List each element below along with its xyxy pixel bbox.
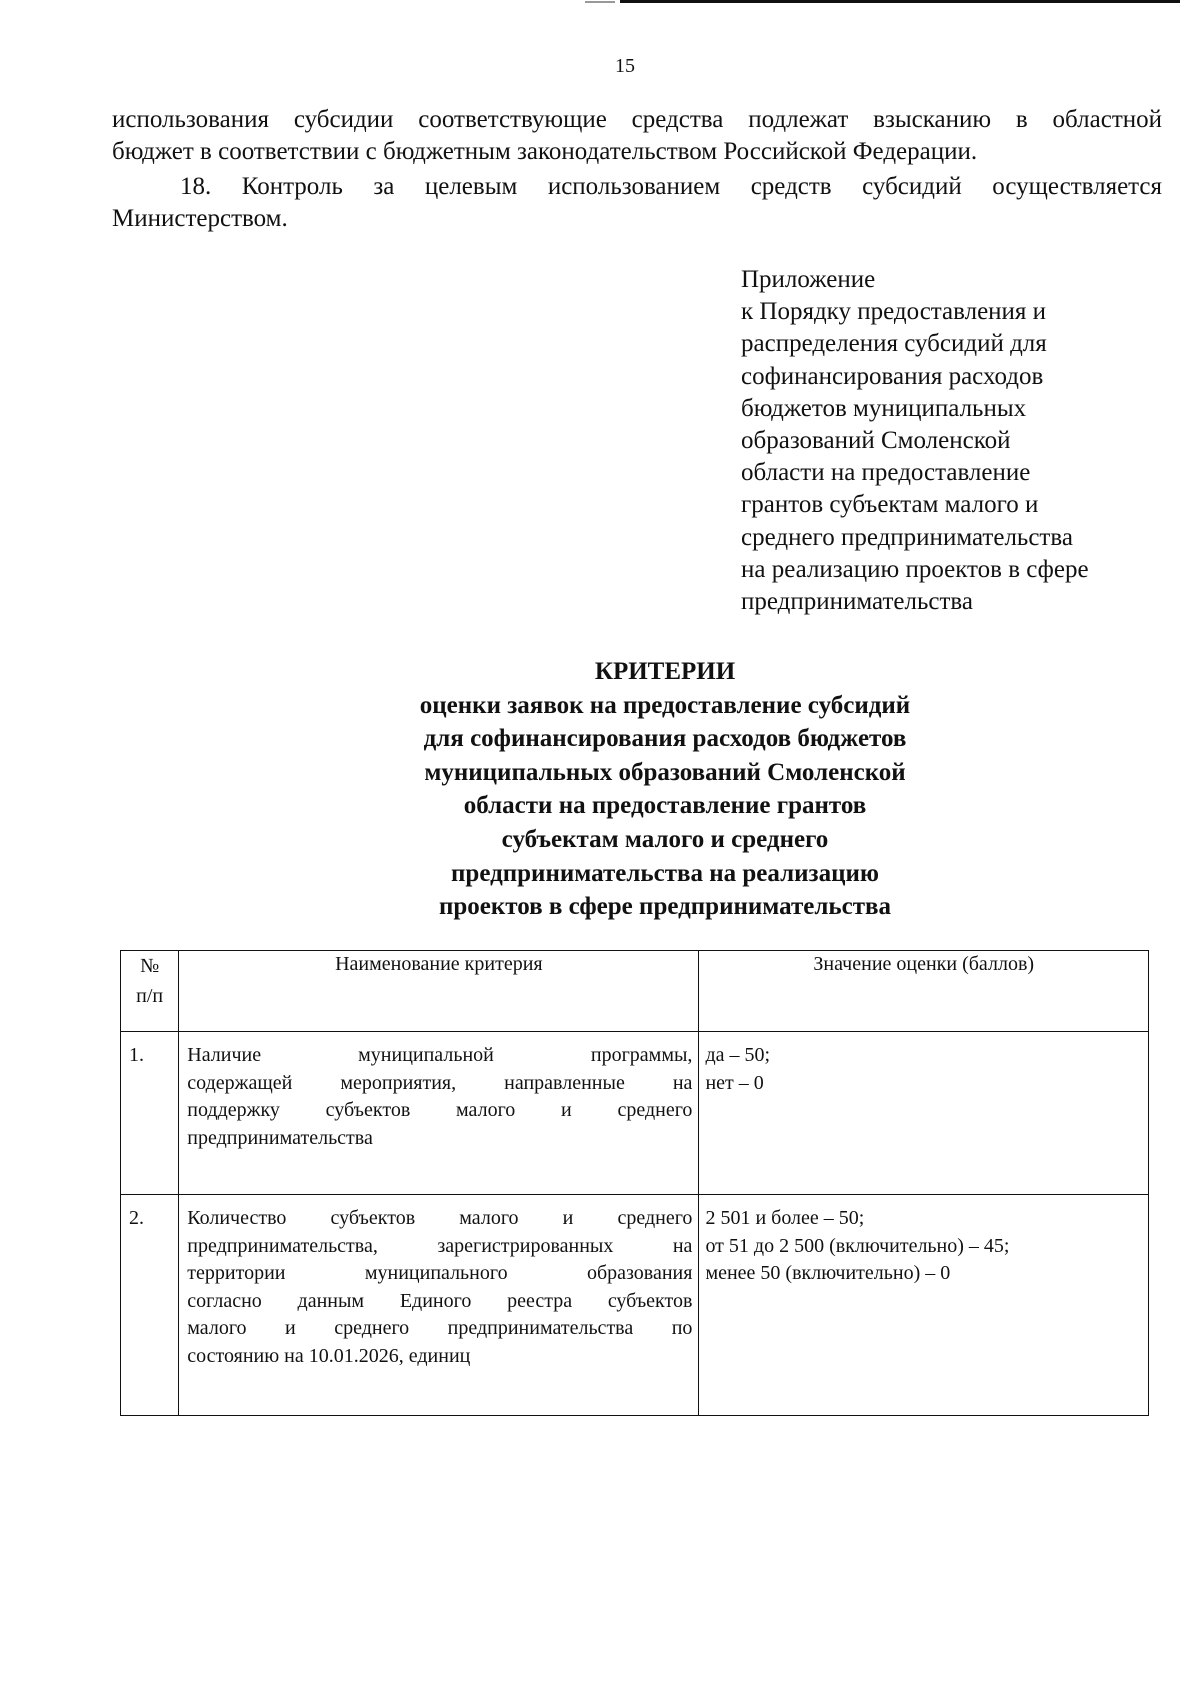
paragraph-line: 18. Контроль за целевым использованием средств субсидий осуществляется: [180, 173, 1162, 200]
table-header-row: [121, 951, 1149, 1032]
criterion-line: состоянию на 10.01.2026, единиц: [187, 1344, 471, 1367]
value-line: от 51 до 2 500 (включительно) – 45;: [705, 1234, 1010, 1257]
criterion-line: малого и среднего предпринимательства по: [187, 1317, 693, 1339]
paragraph-18: [112, 171, 1162, 235]
header-value-cell: Значение оценки (баллов): [699, 951, 1149, 1032]
title-line: муниципальных образований Смоленской: [424, 758, 906, 786]
title-line: для софинансирования расходов бюджетов: [423, 725, 907, 753]
title-heading: КРИТЕРИИ: [594, 658, 736, 685]
table-row: [121, 1032, 1149, 1195]
value-line: менее 50 (включительно) – 0: [705, 1262, 951, 1284]
appendix-line: области на предоставление: [741, 459, 1031, 487]
criterion-cell: [179, 1195, 699, 1416]
paragraph-line: Министерством.: [112, 205, 288, 232]
title-line: оценки заявок на предоставление субсидий: [419, 691, 911, 719]
criterion-line: Наличие муниципальной программы,: [187, 1044, 693, 1066]
document-title: [300, 655, 1030, 924]
appendix-line: к Порядку предоставления и: [741, 298, 1047, 326]
criterion-cell: [179, 1032, 699, 1195]
appendix-line: распределения субсидий для: [741, 330, 1047, 358]
appendix-line: образований Смоленской: [741, 427, 1011, 455]
paragraph-17-continuation: [112, 104, 1162, 168]
appendix-line: на реализацию проектов в сфере: [741, 555, 1089, 583]
paragraph-line: бюджет в соответствии с бюджетным законодательством Российской Федерации.: [112, 138, 978, 165]
criteria-table: [120, 950, 1149, 1416]
paragraph-line: использования субсидии соответствующие средства подлежат взысканию в областной: [112, 106, 1162, 133]
value-cell: [699, 1195, 1149, 1416]
title-line: проектов в сфере предпринимательства: [438, 893, 891, 921]
criterion-line: согласно данным Единого реестра субъектов: [187, 1289, 693, 1312]
appendix-line: бюджетов муниципальных: [741, 394, 1027, 422]
appendix-line: среднего предпринимательства: [741, 523, 1073, 551]
appendix-line: Приложение: [741, 266, 876, 293]
appendix-block: [741, 264, 1161, 618]
value-cell: [699, 1032, 1149, 1195]
title-line: предпринимательства на реализацию: [451, 859, 879, 887]
criterion-line: предпринимательства: [187, 1126, 373, 1149]
title-line: области на предоставление грантов: [463, 792, 867, 820]
value-line: нет – 0: [705, 1071, 764, 1094]
appendix-line: грантов субъектам малого и: [741, 491, 1039, 519]
title-line: субъектам малого и среднего: [501, 825, 829, 853]
criterion-line: содержащей мероприятия, направленные на: [187, 1071, 693, 1094]
criterion-line: Количество субъектов малого и среднего: [187, 1207, 693, 1229]
header-num-symbol: №: [140, 955, 160, 977]
appendix-line: софинансирования расходов: [741, 362, 1044, 390]
header-name-cell: Наименование критерия: [179, 951, 699, 1032]
row-number: 1.: [121, 1032, 179, 1195]
header-rule: [620, 0, 1180, 3]
appendix-line: предпринимательства: [741, 588, 973, 616]
header-num-cell: [121, 951, 179, 1032]
value-line: да – 50;: [705, 1044, 771, 1066]
header-dash-mark: [585, 1, 615, 3]
criterion-line: поддержку субъектов малого и среднего: [187, 1099, 693, 1121]
page-number: 15: [615, 55, 635, 77]
row-number: 2.: [121, 1195, 179, 1416]
criterion-line: предпринимательства, зарегистрированных на: [187, 1234, 693, 1257]
value-line: 2 501 и более – 50;: [705, 1207, 865, 1229]
header-num-abbrev: п/п: [136, 985, 164, 1007]
table-row: [121, 1195, 1149, 1416]
criterion-line: территории муниципального образования: [187, 1262, 693, 1284]
